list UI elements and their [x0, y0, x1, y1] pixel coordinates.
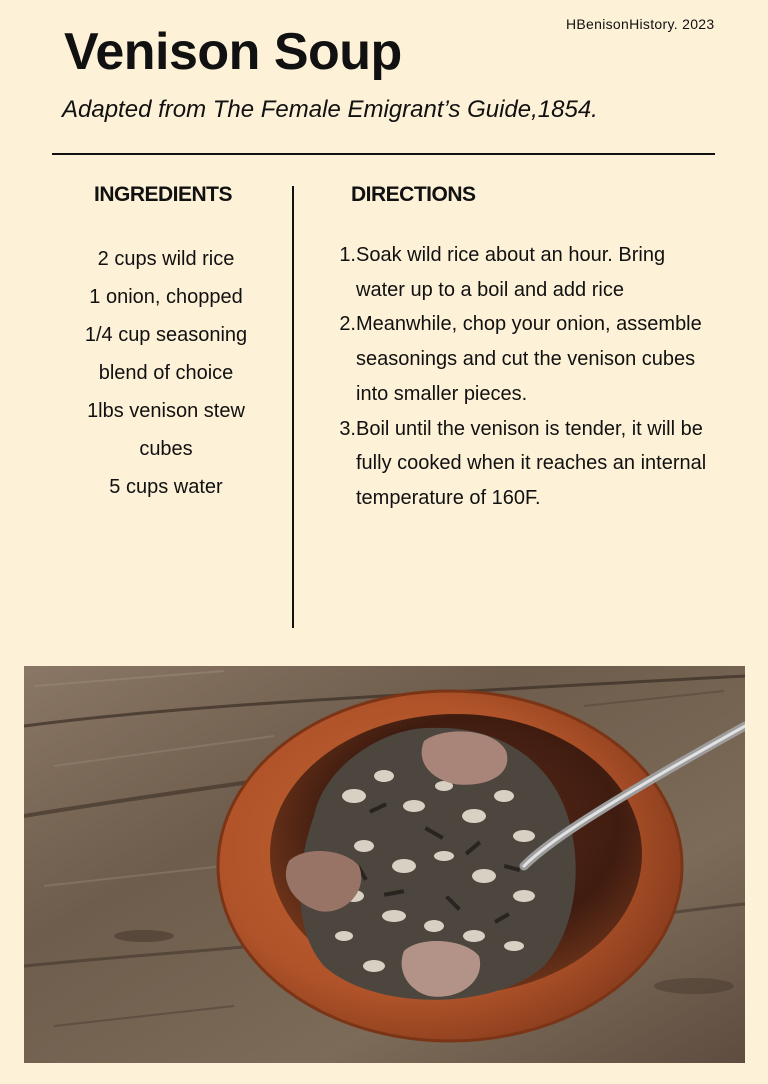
- page-title: Venison Soup: [64, 23, 402, 81]
- step-number: 2.: [339, 313, 356, 336]
- ingredient-line: 1/4 cup seasoning: [84, 324, 248, 346]
- step-number: 1.: [339, 244, 356, 266]
- header-rule: [52, 153, 715, 155]
- step-text: Soak wild rice about an hour. Bring water up to a boil and add rice: [356, 244, 666, 301]
- ingredient-line: blend of choice: [98, 362, 234, 384]
- soup-bowl-photo: [24, 666, 745, 1063]
- direction-step: [328, 412, 718, 516]
- step-text: Boil until the venison is tender, it will be fully cooked when it reaches an internal temperature of 160F.: [356, 417, 707, 509]
- column-divider: [292, 186, 294, 628]
- direction-step: [328, 307, 718, 411]
- step-number: 3.: [339, 417, 356, 440]
- ingredient-line: 2 cups wild rice: [97, 248, 235, 270]
- direction-step: [328, 238, 718, 307]
- credit-text: HBenisonHistory. 2023: [566, 16, 715, 32]
- directions-list: [328, 238, 718, 516]
- ingredient-line: 1 onion, chopped: [89, 286, 243, 308]
- ingredients-list: [56, 240, 276, 506]
- directions-heading: DIRECTIONS: [351, 183, 476, 206]
- step-text: Meanwhile, chop your onion, assemble seasonings and cut the venison cubes into smaller pieces.: [356, 313, 702, 405]
- subtitle: Adapted from The Female Emigrant’s Guide,1854.: [62, 96, 598, 123]
- ingredients-heading: INGREDIENTS: [94, 183, 233, 206]
- ingredient-line: 1lbs venison stew: [87, 400, 245, 422]
- ingredient-line: cubes: [139, 438, 193, 460]
- ingredient-line: 5 cups water: [109, 476, 223, 498]
